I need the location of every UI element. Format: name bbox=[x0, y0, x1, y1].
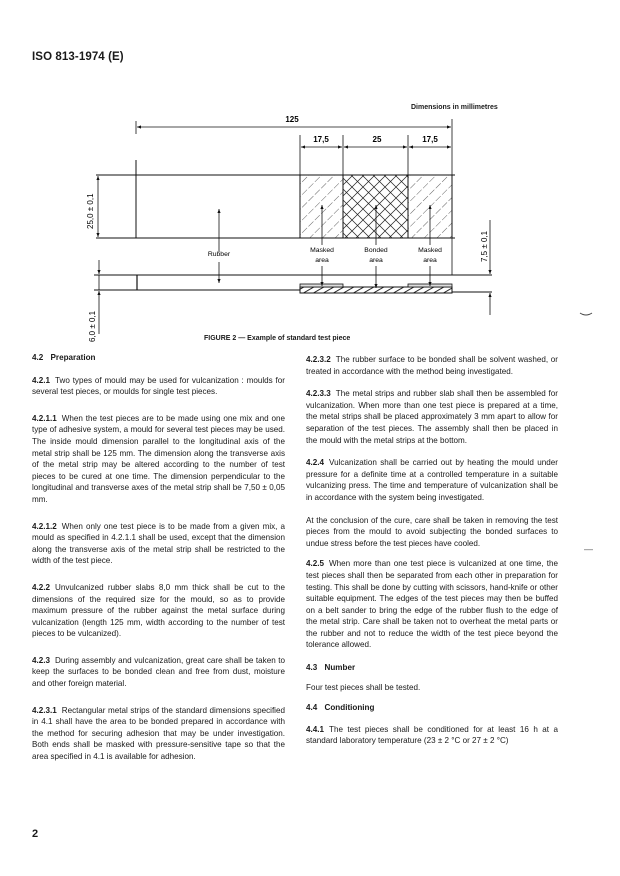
label-masked-right: Masked bbox=[418, 247, 442, 254]
bonded-area bbox=[343, 175, 408, 238]
figure-caption: FIGURE 2 — Example of standard test piece bbox=[204, 335, 351, 342]
para-4-2-1-1: 4.2.1.1 When the test pieces are to be made using one mix and one type of adhesive system, a mould for several test pieces may be used. The inside mould dimension parallel to the longitudinal axis of the metal strip shall be 125 mm. The dimension along the transverse axis of the metal strip may be altered according to the number of test pieces to be cured at one time. The dimension perpendicular to the longitudinal and transverse axes of the metal strip shall be 7,50 ± 0,05 mm. bbox=[32, 413, 285, 504]
right-column bbox=[306, 354, 558, 747]
scan-mark: — bbox=[584, 544, 593, 554]
dim-total-thickness: 7,5 ± 0,1 bbox=[480, 230, 489, 262]
section-4-3-heading: 4.3 Number bbox=[306, 663, 356, 673]
page-number: 2 bbox=[32, 828, 39, 840]
dim-masked-right: 17,5 bbox=[422, 135, 438, 144]
para-4-2-3-1: 4.2.3.1 Rectangular metal strips of the standard dimensions specified in 4.1 shall have the area to be bonded prepared in accordance with the method for securing adhesion that may be under investigation. Both ends shall be masked with pressure-sensitive tape so that the area specified in 4.1 is available for adhesion. bbox=[32, 705, 285, 762]
label-masked-left-area: area bbox=[315, 257, 329, 264]
para-4-2-5: 4.2.5 When more than one test piece is vulcanized at one time, the test pieces shall then be separated from each other in preparation for testing. This shall be done by cutting with scissors, hand-knife or other suitable equipment. The edges of the test pieces may then be buffed on a belt sander to bring the edge of the rubber flush to the edge of the metal strip. Care shall be taken not to overheat the metal parts or the rubber and not to reduce the width of the test piece beyond the tolerance allowed. bbox=[306, 559, 558, 650]
page-header: ISO 813-1974 (E) bbox=[32, 51, 124, 63]
section-4-4-heading: 4.4 Conditioning bbox=[306, 703, 375, 713]
section-4-2-heading: 4.2 Preparation bbox=[32, 353, 96, 362]
dimensions-note: Dimensions in millimetres bbox=[411, 104, 498, 111]
dim-bonded: 25 bbox=[372, 135, 382, 144]
test-piece-diagram bbox=[0, 0, 620, 350]
tape-left bbox=[300, 284, 343, 287]
para-4-2-4: 4.2.4 Vulcanization shall be carried out by heating the mould under pressure for a definite time at a controlled temperature in a suitable vulcanizing press. The time and temperature of vulcanization shall be in accordance with the system being investigated. bbox=[306, 458, 558, 502]
para-4-4-1: 4.4.1 The test pieces shall be conditioned for at least 16 h at a standard laboratory temperature (23 ± 2 °C or 27 ± 2 °C) bbox=[306, 724, 558, 746]
para-4-2-1: 4.2.1 Two types of mould may be used for vulcanization : moulds for several test pieces, or moulds for single test pieces. bbox=[32, 375, 285, 397]
para-4-2-3-3: 4.2.3.3 The metal strips and rubber slab shall then be assembled for vulcanization. When more than one test piece is prepared at a time, the metal strips shall be placed approximately 3 mm apart to allow for separation of the test pieces. The assembly shall then be placed in the mould with the metal strips at the bottom. bbox=[306, 389, 558, 445]
dim-total-length: 125 bbox=[285, 115, 299, 124]
dim-masked-left: 17,5 bbox=[313, 135, 329, 144]
label-masked-right-area: area bbox=[423, 257, 437, 264]
dim-rubber-thickness: 6,0 ± 0,1 bbox=[88, 310, 97, 342]
left-column bbox=[32, 352, 285, 763]
dim-width: 25,0 ± 0,1 bbox=[86, 193, 95, 229]
para-4-2-2: 4.2.2 Unvulcanized rubber slabs 8,0 mm thick shall be cut to the dimensions of the required size for the mould, so as to provide maximum pressure of the rubber against the metal surface during vulcanization (length 125 mm, width according to the number of test pieces to be vulcanized). bbox=[32, 582, 285, 639]
para-4-3: Four test pieces shall be tested. bbox=[306, 682, 421, 692]
para-4-2-1-2: 4.2.1.2 When only one test piece is to be made from a given mix, a mould as specified in 4.2.1.1 shall be used, except that the dimension along the transverse axis of the metal strip shall be restricted to the width of the test piece. bbox=[32, 521, 285, 566]
label-bonded: Bonded bbox=[364, 247, 388, 254]
figure-test-piece bbox=[0, 0, 620, 350]
para-4-2-3: 4.2.3 During assembly and vulcanization, great care shall be taken to keep the surfaces to be bonded clean and free from dust, moisture and other foreign material. bbox=[32, 655, 285, 689]
masked-area-left bbox=[300, 175, 343, 238]
scan-mark bbox=[580, 313, 592, 315]
para-4-2-3-2: 4.2.3.2 The rubber surface to be bonded shall be solvent washed, or treated in accordance with the method being investigated. bbox=[306, 355, 558, 376]
label-rubber: Rubber bbox=[207, 251, 231, 258]
para-cure: At the conclusion of the cure, care shall be taken in removing the test pieces from the mould to avoid subjecting the bonded surfaces to undue stress before the test pieces have cooled. bbox=[306, 515, 558, 548]
label-masked-left: Masked bbox=[310, 247, 334, 254]
label-bonded-area: area bbox=[369, 257, 383, 264]
